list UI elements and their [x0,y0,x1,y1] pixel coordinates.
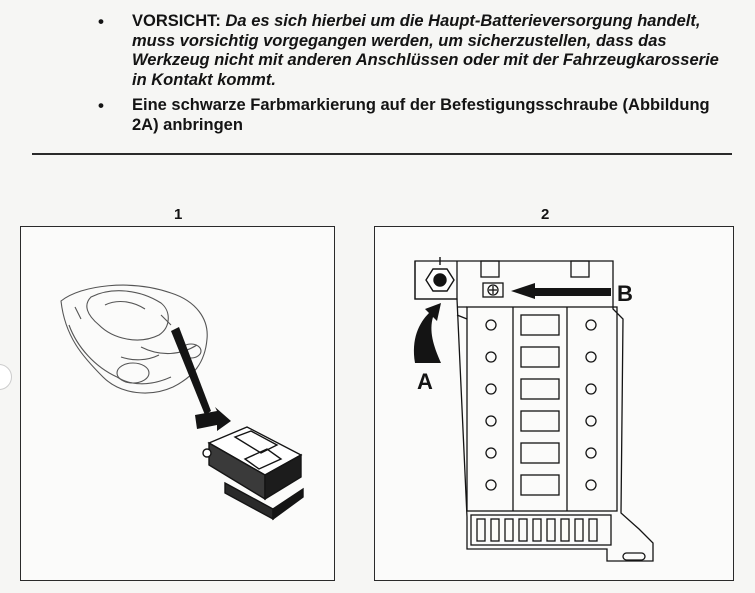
figure-1-illustration [21,227,334,580]
fuse-box-unit-icon [203,427,303,519]
figure-2-panel [374,226,734,581]
callout-a-label: A [417,369,433,394]
callout-b-label: B [617,281,633,306]
step-bullet [98,96,738,135]
positive-terminal-icon [483,283,503,297]
car-outline-icon [61,285,207,393]
caution-bullet [98,12,738,90]
punch-hole [0,364,12,390]
callout-a-arrow-icon [414,303,441,363]
callout-b-arrow-icon [511,283,611,299]
instruction-list [98,12,738,141]
pointer-wedge-icon [171,327,211,415]
terminal-nut-icon [426,257,454,291]
caution-message: Da es sich hierbei um die Haupt-Batterieversorgung handelt, muss vorsichtig vorgegangen werden, um sicherzustellen, dass das Werkzeug nicht mit anderen Anschlüssen oder mit der Fahrzeugkarosserie in Kontakt kommt. [132,12,719,89]
fuse-box-body-icon [415,261,653,561]
caution-text [132,12,738,90]
figure-1-number: 1 [174,206,183,223]
step-text: Eine schwarze Farbmarkierung auf der Befestigungsschraube (Abbildung 2A) anbringen [132,96,710,134]
bullet-glyph: • [98,12,104,31]
figure-2-illustration [375,227,733,580]
figure-2-number: 2 [541,206,550,223]
section-divider [32,153,732,155]
location-arrow-icon [195,407,231,431]
bullet-glyph: • [98,96,104,115]
caution-label: VORSICHT: [132,12,221,30]
figure-1-panel [20,226,335,581]
